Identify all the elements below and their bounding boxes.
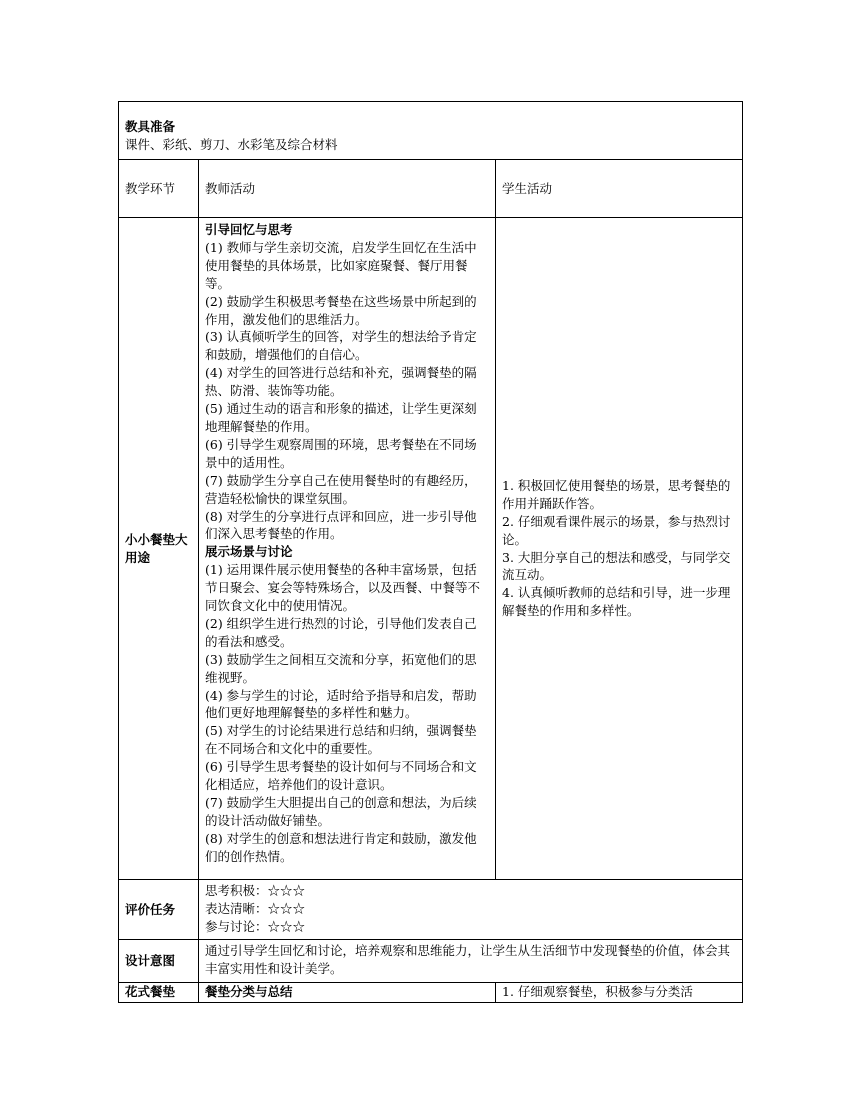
header-teacher: 教师活动 <box>199 160 496 218</box>
teacher-part2-title: 展示场景与讨论 <box>205 544 293 560</box>
section2-student-item: 1. 仔细观察餐垫，积极参与分类活 <box>502 984 693 999</box>
evaluation-item: 表达清晰：☆☆☆ <box>205 900 306 916</box>
evaluation-label: 评价任务 <box>119 880 199 940</box>
design-row <box>119 940 743 983</box>
teacher-part2-item: (1) 运用课件展示使用餐垫的各种丰富场景，包括节日聚会、宴会等特殊场合，以及西餐、中餐等不同饮食文化中的使用情况。 <box>205 562 481 614</box>
evaluation-cell <box>199 880 743 940</box>
teacher-part2-item: (2) 组织学生进行热烈的讨论，引导他们发表自己的看法和感受。 <box>205 615 477 649</box>
teacher-part2-item: (5) 对学生的讨论结果进行总结和归纳，强调餐垫在不同场合和文化中的重要性。 <box>205 723 477 757</box>
teacher-part2-item: (3) 鼓励学生之间相互交流和分享，拓宽他们的思维视野。 <box>205 651 477 685</box>
design-label: 设计意图 <box>119 940 199 983</box>
teacher-part1-item: (4) 对学生的回答进行总结和补充，强调餐垫的隔热、防滑、装饰等功能。 <box>205 365 477 399</box>
teacher-part2-item: (6) 引导学生思考餐垫的设计如何与不同场合和文化相适应，培养他们的设计意识。 <box>205 759 477 793</box>
header-student: 学生活动 <box>496 160 743 218</box>
prep-row <box>119 102 743 160</box>
section2-stage: 花式餐垫 <box>119 983 199 1003</box>
evaluation-row <box>119 880 743 940</box>
teacher-part1-item: (1) 教师与学生亲切交流，启发学生回忆在生活中使用餐垫的具体场景，比如家庭聚餐、餐厅用餐等。 <box>205 239 477 291</box>
teacher-part1-item: (5) 通过生动的语言和形象的描述，让学生更深刻地理解餐垫的作用。 <box>205 401 477 434</box>
student-item: 4. 认真倾听教师的总结和引导，进一步理解餐垫的作用和多样性。 <box>502 585 731 619</box>
section1-stage: 小小餐垫大用途 <box>119 218 199 880</box>
section1-student-cell <box>496 218 743 880</box>
prep-cell <box>119 102 743 160</box>
evaluation-item: 思考积极：☆☆☆ <box>205 883 306 898</box>
teacher-part1-item: (2) 鼓励学生积极思考餐垫在这些场景中所起到的作用，激发他们的思维活力。 <box>205 293 477 327</box>
section2-teacher-title-text: 餐垫分类与总结 <box>205 984 293 999</box>
prep-content: 课件、彩纸、剪刀、水彩笔及综合材料 <box>125 136 338 152</box>
teacher-part1-title: 引导回忆与思考 <box>205 222 293 237</box>
teacher-part2-item: (8) 对学生的创意和想法进行肯定和鼓励，激发他们的创作热情。 <box>205 830 477 864</box>
teacher-part1-item: (6) 引导学生观察周围的环境，思考餐垫在不同场景中的适用性。 <box>205 436 477 470</box>
lesson-plan-table <box>118 101 743 1003</box>
design-text: 通过引导学生回忆和讨论，培养观察和思维能力，让学生从生活细节中发现餐垫的价值，体会其丰富实用性和设计美学。 <box>199 940 743 983</box>
teacher-part2-item: (4) 参与学生的讨论，适时给予指导和启发，帮助他们更好地理解餐垫的多样性和魅力。 <box>205 687 477 721</box>
prep-title: 教具准备 <box>125 118 176 134</box>
section1-row <box>119 218 743 880</box>
student-item: 2. 仔细观看课件展示的场景，参与热烈讨论。 <box>502 513 731 547</box>
teacher-part1-item: (7) 鼓励学生分享自己在使用餐垫时的有趣经历，营造轻松愉快的课堂氛围。 <box>205 472 477 506</box>
student-item: 3. 大胆分享自己的想法和感受，与同学交流互动。 <box>502 549 731 583</box>
section2-student-cell <box>496 983 743 1003</box>
teacher-part2-item: (7) 鼓励学生大胆提出自己的创意和想法，为后续的设计活动做好铺垫。 <box>205 795 477 828</box>
student-item: 1. 积极回忆使用餐垫的场景，思考餐垫的作用并踊跃作答。 <box>502 477 731 511</box>
teacher-part1-item: (3) 认真倾听学生的回答，对学生的想法给予肯定和鼓励，增强他们的自信心。 <box>205 329 477 363</box>
section2-row <box>119 983 743 1003</box>
evaluation-item: 参与讨论：☆☆☆ <box>205 918 306 934</box>
section2-teacher-title <box>199 983 496 1003</box>
header-stage: 教学环节 <box>119 160 199 218</box>
teacher-part1-item: (8) 对学生的分享进行点评和回应，进一步引导他们深入思考餐垫的作用。 <box>205 508 477 542</box>
header-row <box>119 160 743 218</box>
section1-teacher-cell <box>199 218 496 880</box>
